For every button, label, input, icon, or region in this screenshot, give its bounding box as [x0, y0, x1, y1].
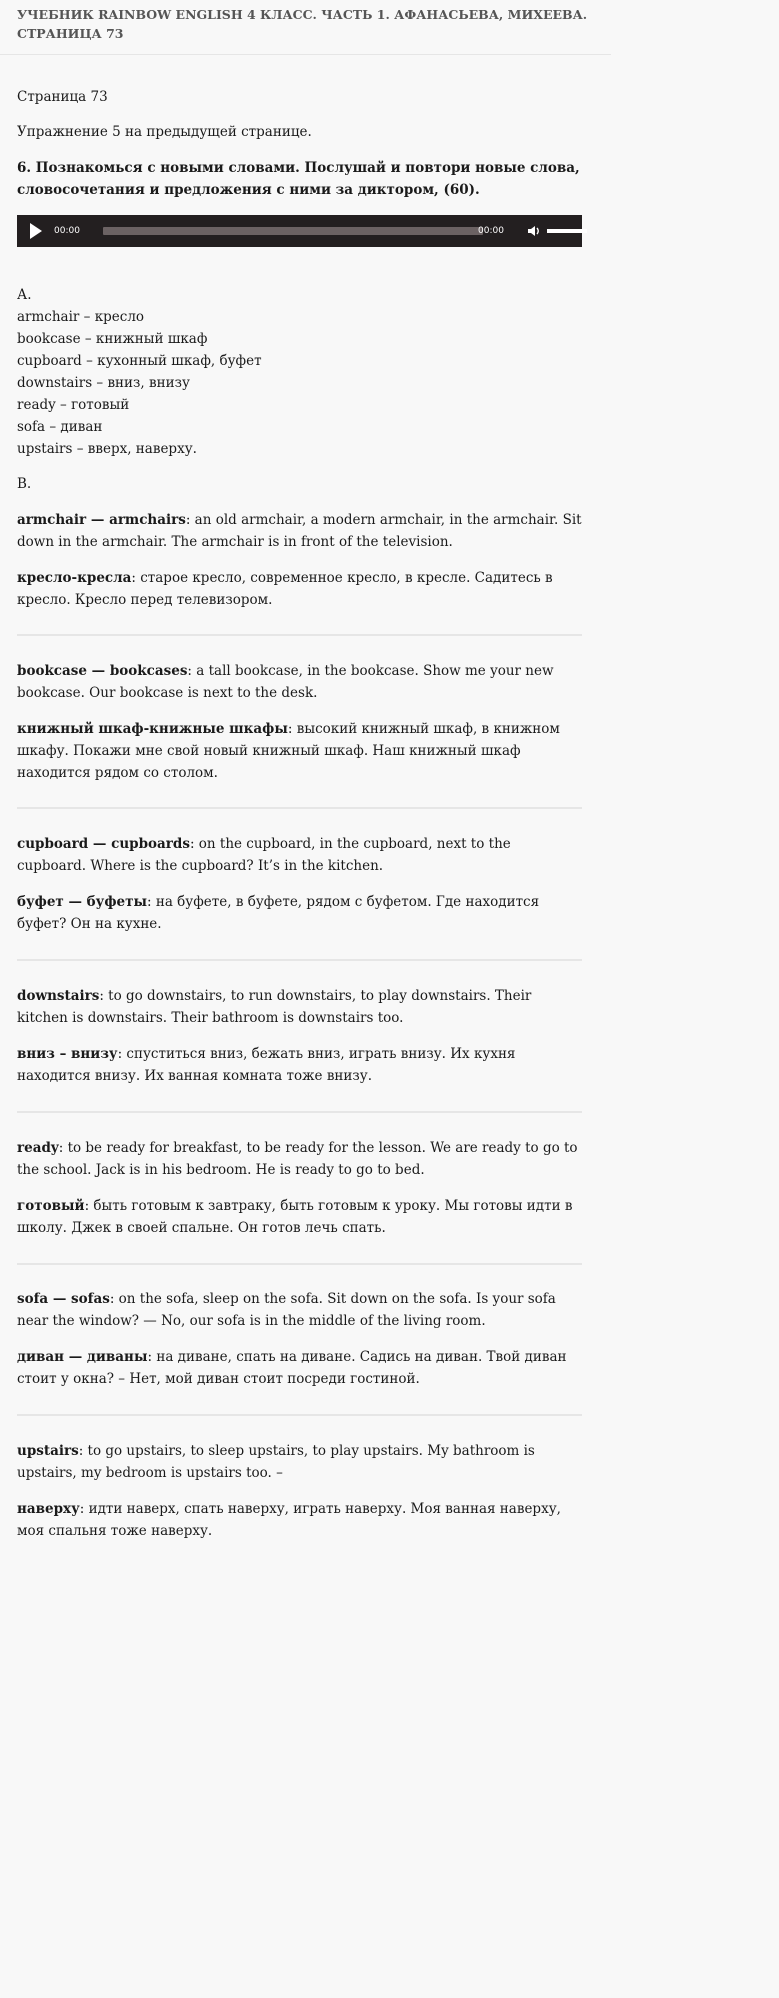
entry-term: готовый [17, 1198, 85, 1214]
entry-english [17, 1288, 582, 1332]
vocab-entry-upstairs [17, 1440, 582, 1542]
page-title: УЧЕБНИК RAINBOW ENGLISH 4 КЛАСС. ЧАСТЬ 1. АФАНАСЬЕВА, МИХЕЕВА. СТРАНИЦА 73 [17, 7, 588, 41]
volume-icon[interactable] [527, 224, 541, 238]
entry-english [17, 985, 582, 1029]
entry-term: upstairs [17, 1443, 79, 1459]
audio-player [17, 215, 582, 247]
divider [17, 1414, 582, 1416]
entry-text: : on the cupboard, in the cupboard, next to the cupboard. Where is the cupboard? It’s in the kitchen. [17, 836, 511, 874]
vocab-entry-armchair [17, 509, 582, 611]
word-list-a [17, 284, 262, 460]
entry-english [17, 660, 582, 704]
entry-text: : to go upstairs, to sleep upstairs, to play upstairs. My bathroom is upstairs, my bedroom is upstairs too. – [17, 1443, 535, 1481]
entry-term: ready [17, 1140, 59, 1156]
list-item: upstairs – вверх, наверху. [17, 441, 197, 457]
entry-term: книжный шкаф-книжные шкафы [17, 721, 288, 737]
divider [17, 959, 582, 961]
entry-text: : on the sofa, sleep on the sofa. Sit down on the sofa. Is your sofa near the window? — No, our sofa is in the middle of the living room. [17, 1291, 556, 1329]
divider [17, 634, 582, 636]
entry-russian [17, 1498, 582, 1542]
entry-text: : to be ready for breakfast, to be ready for the lesson. We are ready to go to the school. Jack is in his bedroom. He is ready to go to bed. [17, 1140, 578, 1178]
vocab-entry-cupboard [17, 833, 582, 935]
play-icon[interactable] [30, 223, 42, 239]
entry-term: bookcase — bookcases [17, 663, 188, 679]
previous-exercise-note: Упражнение 5 на предыдущей странице. [17, 124, 312, 140]
list-item: sofa – диван [17, 419, 103, 435]
entry-term: кресло-кресла [17, 570, 132, 586]
entry-term: наверху [17, 1501, 80, 1517]
entry-term: вниз – внизу [17, 1046, 118, 1062]
entry-english [17, 1137, 582, 1181]
entry-english [17, 833, 582, 877]
volume-slider[interactable] [547, 229, 587, 233]
entry-text: : высокий книжный шкаф, в книжном шкафу. Покажи мне свой новый книжный шкаф. Наш книжный шкаф находится рядом со столом. [17, 721, 560, 781]
divider [17, 1263, 582, 1265]
vocab-entry-downstairs [17, 985, 582, 1087]
entry-text: : старое кресло, современное кресло, в кресле. Садитесь в кресло. Кресло перед телевизором. [17, 570, 553, 608]
audio-progress-track[interactable] [103, 227, 483, 235]
list-item: bookcase – книжный шкаф [17, 331, 208, 347]
duration-time: 00:00 [478, 226, 504, 236]
entry-term: downstairs [17, 988, 100, 1004]
entry-text: : на буфете, в буфете, рядом с буфетом. Где находится буфет? Он на кухне. [17, 894, 540, 932]
divider [17, 807, 582, 809]
entry-russian [17, 718, 582, 784]
entry-russian [17, 567, 582, 611]
exercise-task: 6. Познакомься с новыми словами. Послушай и повтори новые слова, словосочетания и предложения с ними за диктором, (60). [17, 160, 580, 198]
vocab-entry-ready [17, 1137, 582, 1239]
entry-term: sofa — sofas [17, 1291, 110, 1307]
vocab-entry-sofa [17, 1288, 582, 1390]
entry-term: armchair — armchairs [17, 512, 186, 528]
entry-russian [17, 1195, 582, 1239]
entry-term: cupboard — cupboards [17, 836, 190, 852]
entry-text: : на диване, спать на диване. Садись на диван. Твой диван стоит у окна? – Нет, мой диван стоит посреди гостиной. [17, 1349, 567, 1387]
section-label-a: А. [17, 287, 32, 303]
entry-text: : an old armchair, a modern armchair, in the armchair. Sit down in the armchair. The armchair is in front of the television. [17, 512, 582, 550]
entry-text: : идти наверх, спать наверху, играть наверху. Моя ванная наверху, моя спальня тоже наверху. [17, 1501, 561, 1539]
entry-term: буфет — буфеты [17, 894, 147, 910]
entry-text: : спуститься вниз, бежать вниз, играть внизу. Их кухня находится внизу. Их ванная комната тоже внизу. [17, 1046, 516, 1084]
list-item: cupboard – кухонный шкаф, буфет [17, 353, 262, 369]
section-label-b: В. [17, 476, 32, 492]
entry-russian [17, 1346, 582, 1390]
entry-russian [17, 891, 582, 935]
divider [17, 1111, 582, 1113]
entry-term: диван — диваны [17, 1349, 148, 1365]
entry-russian [17, 1043, 582, 1087]
page-label: Страница 73 [17, 89, 108, 105]
entry-english [17, 1440, 582, 1484]
entry-english [17, 509, 582, 553]
current-time: 00:00 [54, 226, 80, 236]
entry-text: : a tall bookcase, in the bookcase. Show me your new bookcase. Our bookcase is next to the desk. [17, 663, 554, 701]
entry-text: : to go downstairs, to run downstairs, to play downstairs. Their kitchen is downstairs. Their bathroom is downstairs too. [17, 988, 532, 1026]
entry-text: : быть готовым к завтраку, быть готовым к уроку. Мы готовы идти в школу. Джек в своей спальне. Он готов лечь спать. [17, 1198, 573, 1236]
list-item: downstairs – вниз, внизу [17, 375, 190, 391]
vocab-entry-bookcase [17, 660, 582, 784]
page-header [0, 0, 611, 55]
list-item: ready – готовый [17, 397, 130, 413]
list-item: armchair – кресло [17, 309, 145, 325]
